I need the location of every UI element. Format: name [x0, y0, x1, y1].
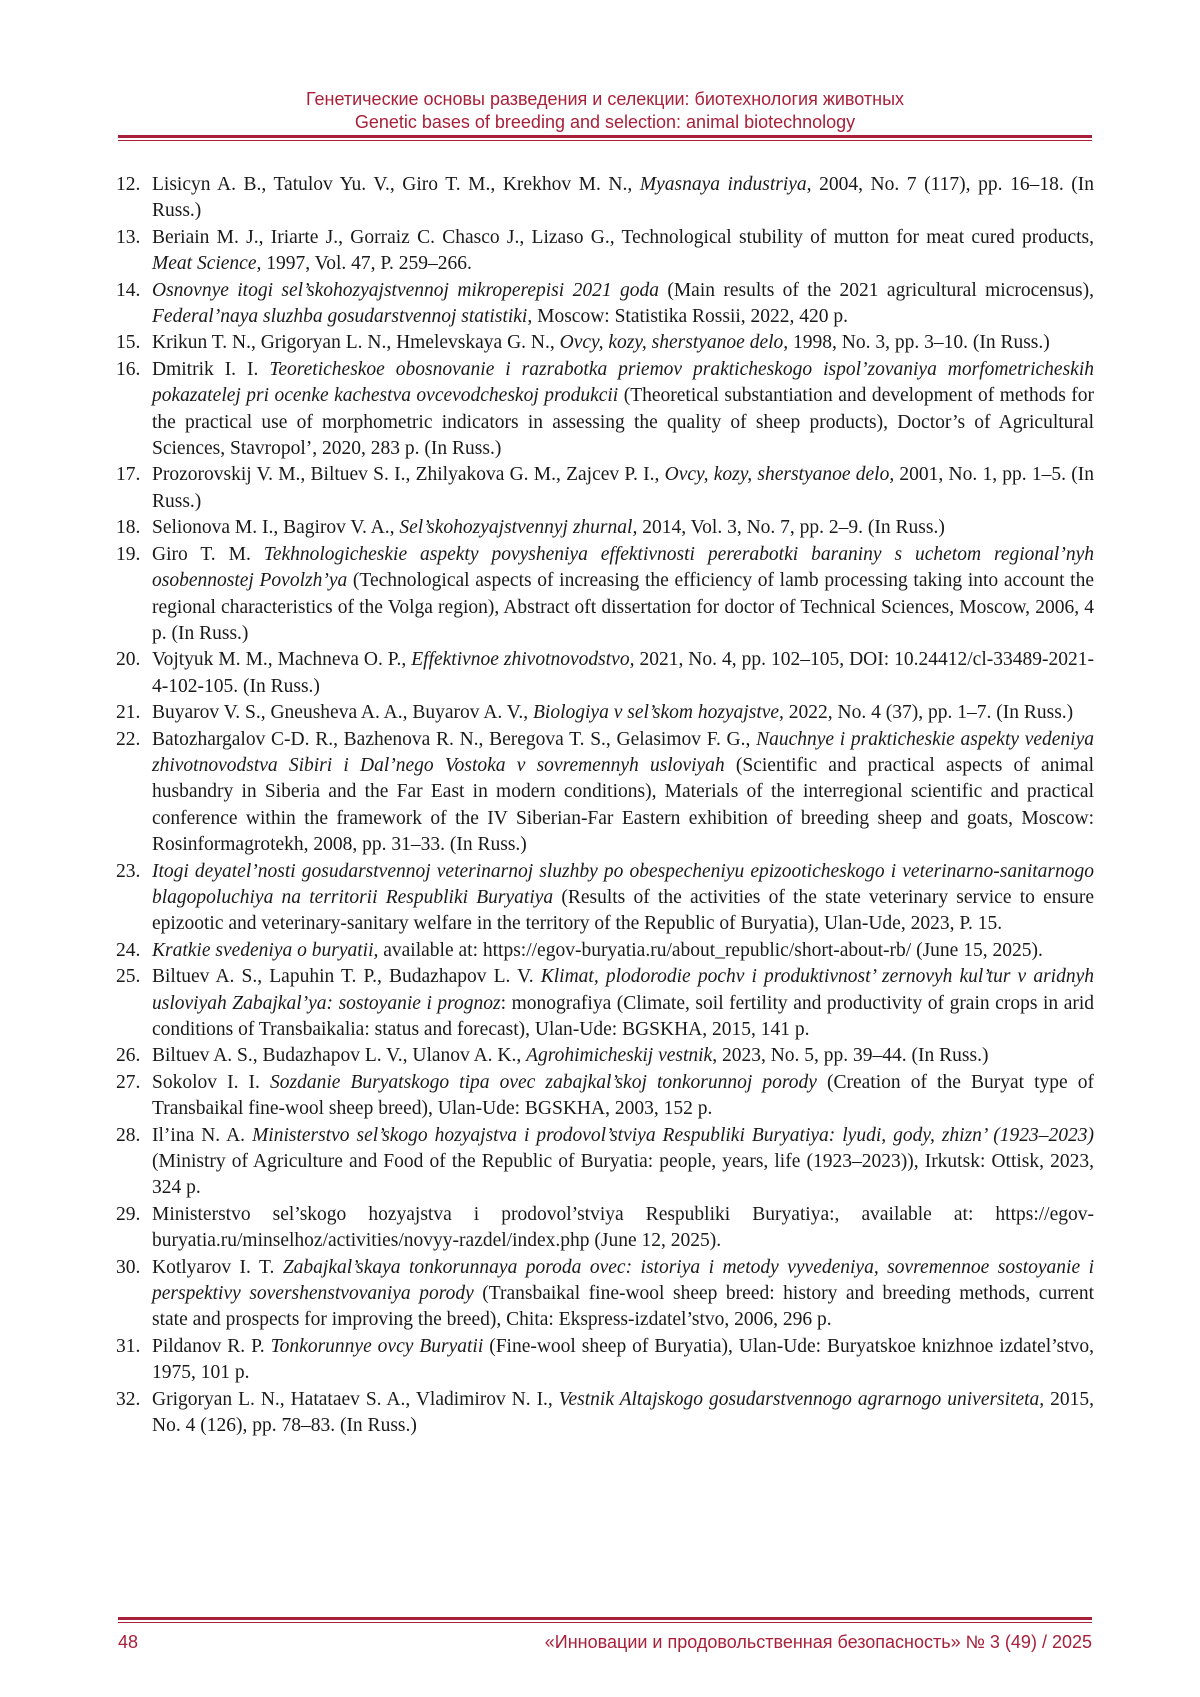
reference-item — [116, 515, 1094, 541]
reference-details: 2014, Vol. 3, No. 7, pp. 2–9. (In Russ.) — [637, 517, 945, 539]
reference-title: Teoreticheskoe obosnovanie i razrabotka priemov prakticheskogo ispol’zovaniya morfometricheskih pokazatelej pri ocenke kachestva ovcevodcheskoj produkcii — [152, 358, 1094, 407]
reference-number: 31. — [116, 1335, 141, 1357]
reference-details: (Results of the activities of the state veterinary service to ensure epizootic and veterinary-sanitary welfare in the territory of the Republic of Buryatia), Ulan-Ude, 2023, P. 15. — [152, 886, 1094, 935]
reference-number: 14. — [116, 279, 141, 301]
reference-details: (Technological aspects of increasing the efficiency of lamb processing taking into account the regional characteristics of the Volga region), Abstract oft dissertation for doctor of Technical Sciences, Moscow, 2006, 4 p. (In Russ.) — [152, 570, 1095, 644]
reference-title: Ovcy, kozy, sherstyanoe delo, — [559, 332, 789, 354]
reference-details: (Scientific and practical aspects of animal husbandry in Siberia and the Far East in modern conditions), Materials of the interregional scientific and practical conference within the framework of the IV Siberian-Far Eastern exhibition of breeding sheep and goats, Moscow: Rosinformagrotekh, 2008, pp. 31–33. (In Russ.) — [152, 754, 1095, 856]
reference-number: 23. — [116, 860, 141, 882]
reference-details: 2001, No. 1, pp. 1–5. (In Russ.) — [152, 464, 1095, 512]
reference-item — [116, 700, 1094, 726]
reference-authors: Prozorovskij V. M., Biltuev S. I., Zhilyakova G. M., Zajcev P. I., — [152, 464, 665, 486]
reference-number: 21. — [116, 702, 141, 724]
reference-details: 2022, No. 4 (37), pp. 1–7. (In Russ.) — [783, 702, 1074, 724]
reference-details-2: , Moscow: Statistika Rossii, 2022, 420 p. — [527, 306, 849, 328]
header-title-en: Genetic bases of breeding and selection: animal biotechnology — [354, 112, 856, 132]
reference-authors: Vojtyuk M. M., Machneva O. P., — [152, 649, 412, 671]
reference-details: 2015, No. 4 (126), pp. 78–83. (In Russ.) — [152, 1388, 1095, 1437]
reference-details: available at: https://egov-buryatia.ru/about_republic/short-about-rb/ (June 15, 2025). — [378, 939, 1043, 961]
reference-authors: Grigoryan L. N., Hatataev S. A., Vladimirov N. I., — [152, 1388, 559, 1410]
reference-item — [116, 727, 1094, 859]
reference-title: Agrohimicheskij vestnik — [526, 1045, 713, 1067]
reference-title: Kratkie svedeniya o buryatii, — [152, 939, 379, 961]
reference-title: Ovcy, kozy, sherstyanoe delo, — [664, 464, 895, 486]
reference-authors: Beriain M. J., Iriarte J., Gorraiz C. Chasco J., Lizaso G., Technological stubility of mutton for meat cured products, — [152, 226, 1094, 248]
running-header — [118, 88, 1092, 134]
reference-title: Zabajkal’skaya tonkorunnaya poroda ovec: istoriya i metody vyvedeniya, sovremennoe sostoyanie i perspektivy sovershenstvovaniya porody — [152, 1256, 1095, 1305]
header-title-ru: Генетические основы разведения и селекции: биотехнология животных — [305, 89, 905, 109]
reference-number: 17. — [116, 464, 141, 486]
reference-details: 2021, No. 4, pp. 102–105, DOI: 10.24412/cl-33489-2021-4-102-105. (In Russ.) — [152, 649, 1094, 697]
reference-number: 30. — [116, 1256, 141, 1278]
reference-item — [116, 462, 1094, 515]
reference-authors: Ministerstvo sel’skogo hozyajstva i prodovol’stviya Respubliki Buryatiya:, available at: https://egov-buryatia.ru/minselhoz/activities/novyy-razdel/index.php (June 12, 2025). — [152, 1203, 1094, 1252]
reference-authors: Buyarov V. S., Gneusheva A. A., Buyarov A. V., — [152, 702, 533, 724]
reference-item — [116, 1255, 1094, 1334]
header-rule-thick — [118, 135, 1092, 138]
running-footer — [118, 1632, 1092, 1656]
reference-details: 1998, No. 3, pp. 3–10. (In Russ.) — [788, 332, 1050, 354]
reference-authors: Dmitrik I. I. — [152, 358, 270, 380]
reference-title: Vestnik Altajskogo gosudarstvennogo agrarnogo universiteta, — [558, 1388, 1045, 1410]
reference-item — [116, 330, 1094, 356]
reference-authors: Lisicyn A. B., Tatulov Yu. V., Giro T. M., Krekhov M. N., — [152, 174, 640, 195]
reference-title: Biologiya v sel’skom hozyajstve, — [533, 702, 784, 724]
reference-number: 12. — [116, 174, 141, 195]
reference-item — [116, 938, 1094, 964]
header-rule-thin — [118, 140, 1092, 141]
reference-authors: Pildanov R. P. — [152, 1335, 271, 1357]
reference-number: 13. — [116, 226, 141, 248]
reference-item — [116, 1334, 1094, 1387]
reference-authors: Kotlyarov I. T. — [152, 1256, 283, 1278]
reference-title: Klimat, plodorodie pochv i produktivnost’ zernovyh kul’tur v aridnyh usloviyah Zabajkal’ya: sostoyanie i prognoz — [152, 966, 1094, 1014]
reference-title: Effektivnoe zhivotnovodstvo, — [411, 649, 635, 671]
reference-number: 26. — [116, 1045, 141, 1067]
reference-item — [116, 964, 1094, 1043]
reference-number: 22. — [116, 728, 141, 750]
footer-rule-thin — [118, 1622, 1092, 1623]
reference-title: Sel’skohozyajstvennyj zhurnal, — [399, 517, 638, 539]
reference-title: Tonkorunnye ovcy Buryatii — [270, 1335, 484, 1357]
reference-number: 28. — [116, 1124, 141, 1146]
reference-number: 16. — [116, 358, 141, 380]
reference-title: Ministerstvo sel’skogo hozyajstva i prodovol’stviya Respubliki Buryatiya: lyudi, gody, zhizn’ (1923–2023) — [252, 1124, 1094, 1146]
reference-title: Nauchnye i prakticheskie aspekty vedeniya zhivotnovodstva Sibiri i Dal’nego Vostoka v sovremennyh usloviyah — [152, 728, 1094, 776]
reference-number: 24. — [116, 939, 141, 961]
reference-details: (Fine-wool sheep of Buryatia), Ulan-Ude: Buryatskoe knizhnoe izdatel’stvo, 1975, 101 p. — [152, 1335, 1094, 1384]
reference-item — [116, 1043, 1094, 1069]
reference-number: 20. — [116, 649, 141, 671]
reference-number: 18. — [116, 517, 141, 539]
reference-item — [116, 225, 1094, 278]
reference-item — [116, 172, 1094, 225]
reference-item — [116, 1202, 1094, 1255]
reference-authors: Batozhargalov C-D. R., Bazhenova R. N., Beregova T. S., Gelasimov F. G., — [152, 728, 757, 750]
reference-item — [116, 357, 1094, 463]
reference-details: (Theoretical substantiation and development of methods for the practical use of morphometric indicators in assessing the quality of sheep products), Doctor’s of Agricultural Sciences, Stavropol’, 2020, 283 p. (In Russ.) — [152, 385, 1095, 460]
journal-info: «Инновации и продовольственная безопасность» № 3 (49) / 2025 — [544, 1632, 1092, 1652]
reference-item — [116, 1070, 1094, 1123]
footer-rule-thick — [118, 1617, 1092, 1620]
reference-title: Itogi deyatel’nosti gosudarstvennoj veterinarnoj sluzhby po obespecheniyu epizooticheskogo i veterinarno-sanitarnogo blagopoluchiya na territorii Respubliki Buryatiya — [152, 860, 1094, 908]
reference-authors: Giro T. M. — [152, 543, 264, 565]
reference-title: Osnovnye itogi sel’skohozyajstvennoj mikroperepisi 2021 goda — [152, 279, 659, 301]
reference-details: (Main results of the 2021 agricultural microcensus), — [658, 279, 1094, 301]
reference-details: : monografiya (Climate, soil fertility and productivity of grain crops in arid conditions of Transbaikalia: status and forecast), Ulan-Ude: BGSKHA, 2015, 141 p. — [152, 992, 1095, 1040]
reference-number: 15. — [116, 332, 141, 354]
reference-authors: Selionova M. I., Bagirov V. A., — [152, 517, 400, 539]
reference-details: 1997, Vol. 47, P. 259–266. — [261, 253, 472, 275]
reference-authors: Biltuev A. S., Lapuhin T. P., Budazhapov L. V. — [152, 966, 541, 988]
reference-item — [116, 1387, 1094, 1440]
reference-authors: Il’ina N. A. — [152, 1124, 253, 1146]
reference-item — [116, 859, 1094, 938]
reference-item — [116, 542, 1094, 648]
reference-details: (Creation of the Buryat type of Transbaikal fine-wool sheep breed), Ulan-Ude: BGSKHA, 2003, 152 p. — [152, 1071, 1094, 1120]
reference-details: (Transbaikal fine-wool sheep breed: history and breeding methods, current state and prospects for improving the breed), Chita: Ekspress-izdatel’stvo, 2006, 296 p. — [152, 1283, 1095, 1331]
reference-authors: Krikun T. N., Grigoryan L. N., Hmelevskaya G. N., — [152, 332, 560, 354]
reference-number: 25. — [116, 966, 141, 988]
reference-number: 27. — [116, 1071, 141, 1093]
reference-number: 32. — [116, 1388, 141, 1410]
reference-title: Tekhnologicheskie aspekty povysheniya effektivnosti pererabotki baraniny s uchetom regional’nyh osobennostej Povolzh’ya — [152, 543, 1094, 592]
reference-authors: Biltuev A. S., Budazhapov L. V., Ulanov A. K., — [152, 1045, 527, 1067]
reference-title: Sozdanie Buryatskogo tipa ovec zabajkal’skoj tonkorunnoj porody — [270, 1071, 817, 1093]
reference-item — [116, 1123, 1094, 1202]
reference-number: 29. — [116, 1203, 141, 1225]
reference-item — [116, 647, 1094, 700]
reference-details: , 2023, No. 5, pp. 39–44. (In Russ.) — [712, 1045, 989, 1067]
reference-list — [116, 172, 1094, 1440]
reference-details: (Ministry of Agriculture and Food of the Republic of Buryatia: people, years, life (1923–2023)), Irkutsk: Ottisk, 2023, 324 p. — [152, 1151, 1094, 1199]
reference-details: , 2004, No. 7 (117), pp. 16–18. (In Russ.) — [152, 174, 1095, 222]
reference-title: Myasnaya industriya — [639, 174, 807, 195]
reference-title-2: Federal’naya sluzhba gosudarstvennoj statistiki — [152, 306, 528, 328]
page-number: 48 — [118, 1632, 139, 1652]
reference-authors: Sokolov I. I. — [152, 1071, 271, 1093]
reference-item — [116, 278, 1094, 331]
reference-number: 19. — [116, 543, 141, 565]
reference-title: Meat Science, — [152, 253, 262, 275]
